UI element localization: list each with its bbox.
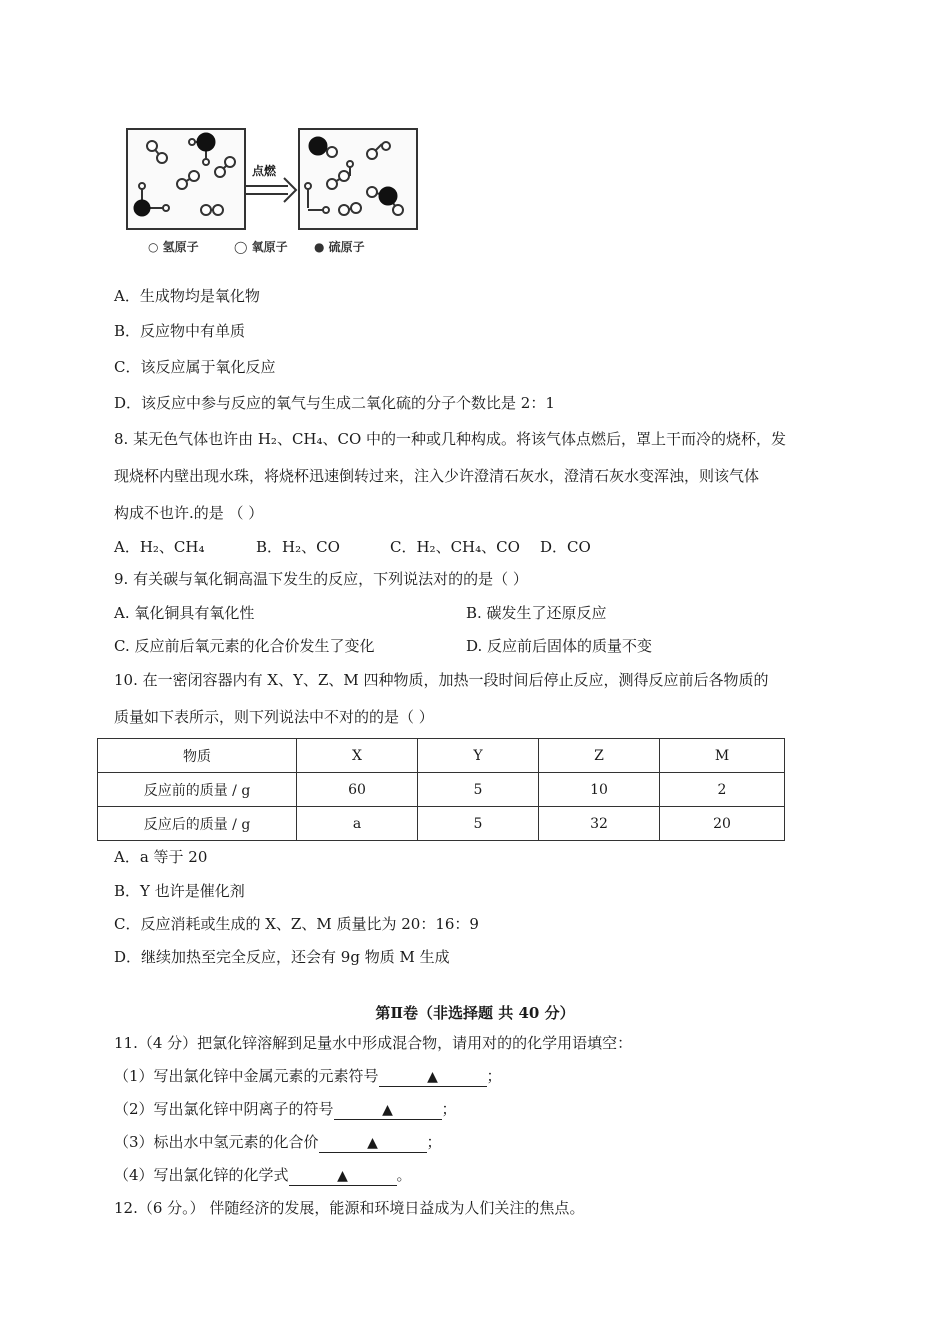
mass-table xyxy=(97,738,785,841)
q9-option-b: B. 碳发生了还原反应 xyxy=(466,604,607,622)
table-header-cell: Z xyxy=(539,739,660,773)
answer-blank-2[interactable]: ▲ xyxy=(334,1101,442,1120)
table-row xyxy=(98,773,785,807)
table-row xyxy=(98,807,785,841)
q11-item-4: （4）写出氯化锌的化学式 ▲ 。 xyxy=(114,1166,412,1184)
answer-blank-1[interactable]: ▲ xyxy=(379,1068,487,1087)
q8-stem-line-1: 8. 某无色气体也许由 H₂、CH₄、CO 中的一种或几种构成。将该气体点燃后，罩上干而冷的烧杯，发 xyxy=(114,430,787,448)
table-cell: a xyxy=(297,807,418,841)
q9-stem: 9. 有关碳与氧化铜高温下发生的反应，下列说法对的的是（ ） xyxy=(114,570,528,588)
table-header-cell: M xyxy=(660,739,785,773)
q11-item-3: （3）标出水中氢元素的化合价 ▲ ； xyxy=(114,1133,442,1151)
table-header-cell: X xyxy=(297,739,418,773)
legend-sulfur: ● 硫原子 xyxy=(314,240,365,254)
table-cell: 5 xyxy=(418,807,539,841)
q11-item-1: （1）写出氯化锌中金属元素的元素符号 ▲ ； xyxy=(114,1067,502,1085)
q9-option-d: D. 反应前后固体的质量不变 xyxy=(466,637,653,655)
q8-option-a: A．H₂、CH₄ xyxy=(114,538,205,556)
reaction-diagram xyxy=(122,124,422,266)
q11-item-2: （2）写出氯化锌中阴离子的符号 ▲ ； xyxy=(114,1100,457,1118)
table-cell: 反应后的质量 / g xyxy=(98,807,297,841)
q8-option-d: D．CO xyxy=(540,538,591,556)
table-cell: 32 xyxy=(539,807,660,841)
q8-option-c: C．H₂、CH₄、CO xyxy=(390,538,520,556)
section-title: 第Ⅱ卷（非选择题 共 40 分） xyxy=(375,1004,575,1022)
q8-option-b: B．H₂、CO xyxy=(256,538,340,556)
q7-option-b: B．反应物中有单质 xyxy=(114,322,246,340)
legend-oxygen: ◯ 氧原子 xyxy=(234,240,288,254)
q10-stem-line-1: 10. 在一密闭容器内有 X、Y、Z、M 四种物质，加热一段时间后停止反应，测得反应前后各物质的 xyxy=(114,671,769,689)
table-cell: 10 xyxy=(539,773,660,807)
q9-option-a: A. 氧化铜具有氧化性 xyxy=(114,604,255,622)
sulfur-symbol-icon: ● xyxy=(314,240,325,254)
table-cell: 60 xyxy=(297,773,418,807)
table-header-row xyxy=(98,739,785,773)
hydrogen-symbol-icon: ○ xyxy=(148,240,159,254)
oxygen-symbol-icon: ◯ xyxy=(234,240,248,254)
answer-blank-3[interactable]: ▲ xyxy=(319,1134,427,1153)
q12-stem: 12.（6 分。） 伴随经济的发展，能源和环境日益成为人们关注的焦点。 xyxy=(114,1199,585,1217)
q10-option-d: D．继续加热至完全反应，还会有 9g 物质 M 生成 xyxy=(114,948,450,966)
q10-option-b: B．Y 也许是催化剂 xyxy=(114,882,245,900)
q8-stem-line-2: 现烧杯内壁出现水珠，将烧杯迅速倒转过来，注入少许澄清石灰水，澄清石灰水变浑浊，则该气体 xyxy=(114,467,760,485)
q10-stem-line-2: 质量如下表所示，则下列说法中不对的的是（ ） xyxy=(114,708,434,726)
q11-stem: 11.（4 分）把氯化锌溶解到足量水中形成混合物，请用对的的化学用语填空： xyxy=(114,1034,633,1052)
legend-hydrogen: ○ 氢原子 xyxy=(148,240,199,254)
q7-option-a: A．生成物均是氧化物 xyxy=(114,287,260,305)
molecule-drawing xyxy=(122,124,422,234)
table-header-cell: 物质 xyxy=(98,739,297,773)
table-cell: 5 xyxy=(418,773,539,807)
q8-stem-line-3: 构成不也许.的是 （ ） xyxy=(114,504,264,522)
table-cell: 2 xyxy=(660,773,785,807)
table-cell: 反应前的质量 / g xyxy=(98,773,297,807)
table-header-cell: Y xyxy=(418,739,539,773)
arrow-label: 点燃 xyxy=(252,164,277,178)
table-cell: 20 xyxy=(660,807,785,841)
q7-option-c: C．该反应属于氧化反应 xyxy=(114,358,276,376)
q9-option-c: C. 反应前后氧元素的化合价发生了变化 xyxy=(114,637,375,655)
q10-option-c: C．反应消耗或生成的 X、Z、M 质量比为 20：16：9 xyxy=(114,915,479,933)
answer-blank-4[interactable]: ▲ xyxy=(289,1167,397,1186)
q7-option-d: D．该反应中参与反应的氧气与生成二氧化硫的分子个数比是 2：1 xyxy=(114,394,555,412)
q10-option-a: A．a 等于 20 xyxy=(114,848,208,866)
